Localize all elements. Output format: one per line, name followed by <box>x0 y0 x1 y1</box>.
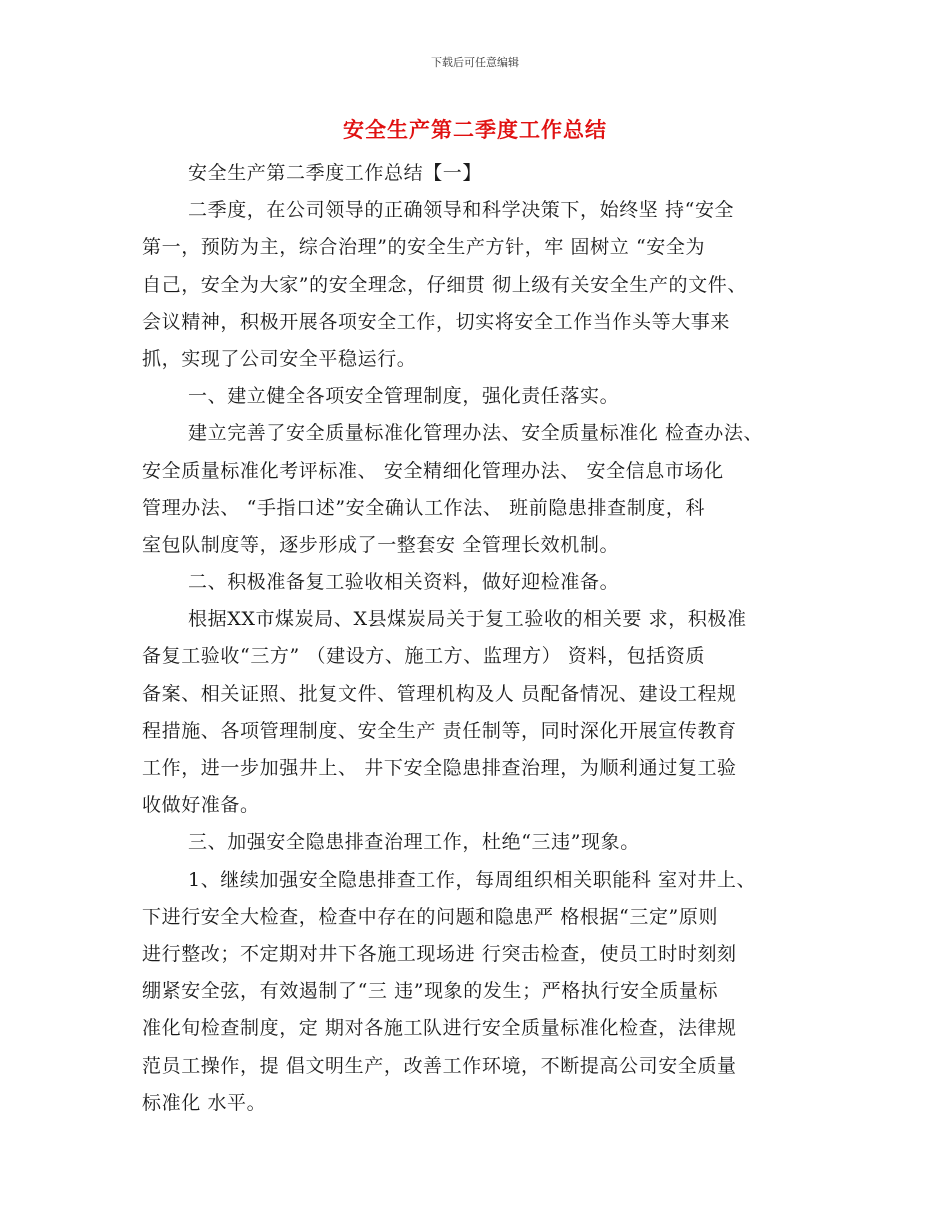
text-line: 室包队制度等，逐步形成了一整套安 全管理长效机制。 <box>142 533 620 556</box>
text-line: 程措施、各项管理制度、安全生产 责任制等，同时深化开展宣传教育 <box>142 719 737 742</box>
text-line: 自己，安全为大家”的安全理念，仔细贯 彻上级有关安全生产的文件、 <box>142 273 747 296</box>
text-line: 管理办法、 “手指口述”安全确认工作法、 班前隐患排查制度，科 <box>142 496 706 519</box>
text-line: 准化旬检查制度，定 期对各施工队进行安全质量标准化检查，法律规 <box>142 1017 737 1040</box>
text-line: 绷紧安全弦，有效遏制了“三 违”现象的发生；严格执行安全质量标 <box>142 980 719 1003</box>
text-line: 二、积极准备复工验收相关资料，做好迎检准备。 <box>188 571 620 594</box>
text-line: 收做好准备。 <box>142 794 260 817</box>
text-line: 抓，实现了公司安全平稳运行。 <box>142 347 417 370</box>
text-line: 建立完善了安全质量标准化管理办法、安全质量标准化 检查办法、 <box>188 422 764 445</box>
text-line: 范员工操作，提 倡文明生产，改善工作环境，不断提高公司安全质量 <box>142 1054 737 1077</box>
text-line: 会议精神，积极开展各项安全工作，切实将安全工作当作头等大事来 <box>142 310 731 333</box>
text-line: 第一，预防为主，综合治理”的安全生产方针，牢 固树立 “安全为 <box>142 236 706 259</box>
text-line: 安全生产第二季度工作总结【一】 <box>188 162 483 184</box>
text-line: 备复工验收“三方” （建设方、施工方、监理方） 资料，包括资质 <box>142 645 706 668</box>
text-line: 一、建立健全各项安全管理制度，强化责任落实。 <box>188 385 620 408</box>
text-line: 备案、相关证照、批复文件、管理机构及人 员配备情况、建设工程规 <box>142 682 737 705</box>
text-line: 三、加强安全隐患排查治理工作，杜绝“三违”现象。 <box>188 831 640 854</box>
text-line: 安全质量标准化考评标准、 安全精细化管理办法、 安全信息市场化 <box>142 459 724 482</box>
document-body <box>142 155 814 1122</box>
text-line: 二季度，在公司领导的正确领导和科学决策下，始终坚 持“安全 <box>188 199 735 222</box>
text-line: 工作，进一步加强井上、 井下安全隐患排查治理，为顺利通过复工验 <box>142 757 737 779</box>
document-title: 安全生产第二季度工作总结 <box>343 118 607 142</box>
text-line: 下进行安全大检查，检查中存在的问题和隐患严 格根据“三定”原则 <box>142 905 719 928</box>
text-line: 1、继续加强安全隐患排查工作，每周组织相关职能科 室对井上、 <box>188 868 757 891</box>
header-note: 下载后可任意编辑 <box>431 56 519 69</box>
text-line: 标准化 水平。 <box>142 1091 267 1114</box>
text-line: 进行整改；不定期对井下各施工现场进 行突击检查，使员工时时刻刻 <box>142 942 737 965</box>
text-line: 根据XX市煤炭局、X县煤炭局关于复工验收的相关要 求，积极准 <box>188 608 747 631</box>
